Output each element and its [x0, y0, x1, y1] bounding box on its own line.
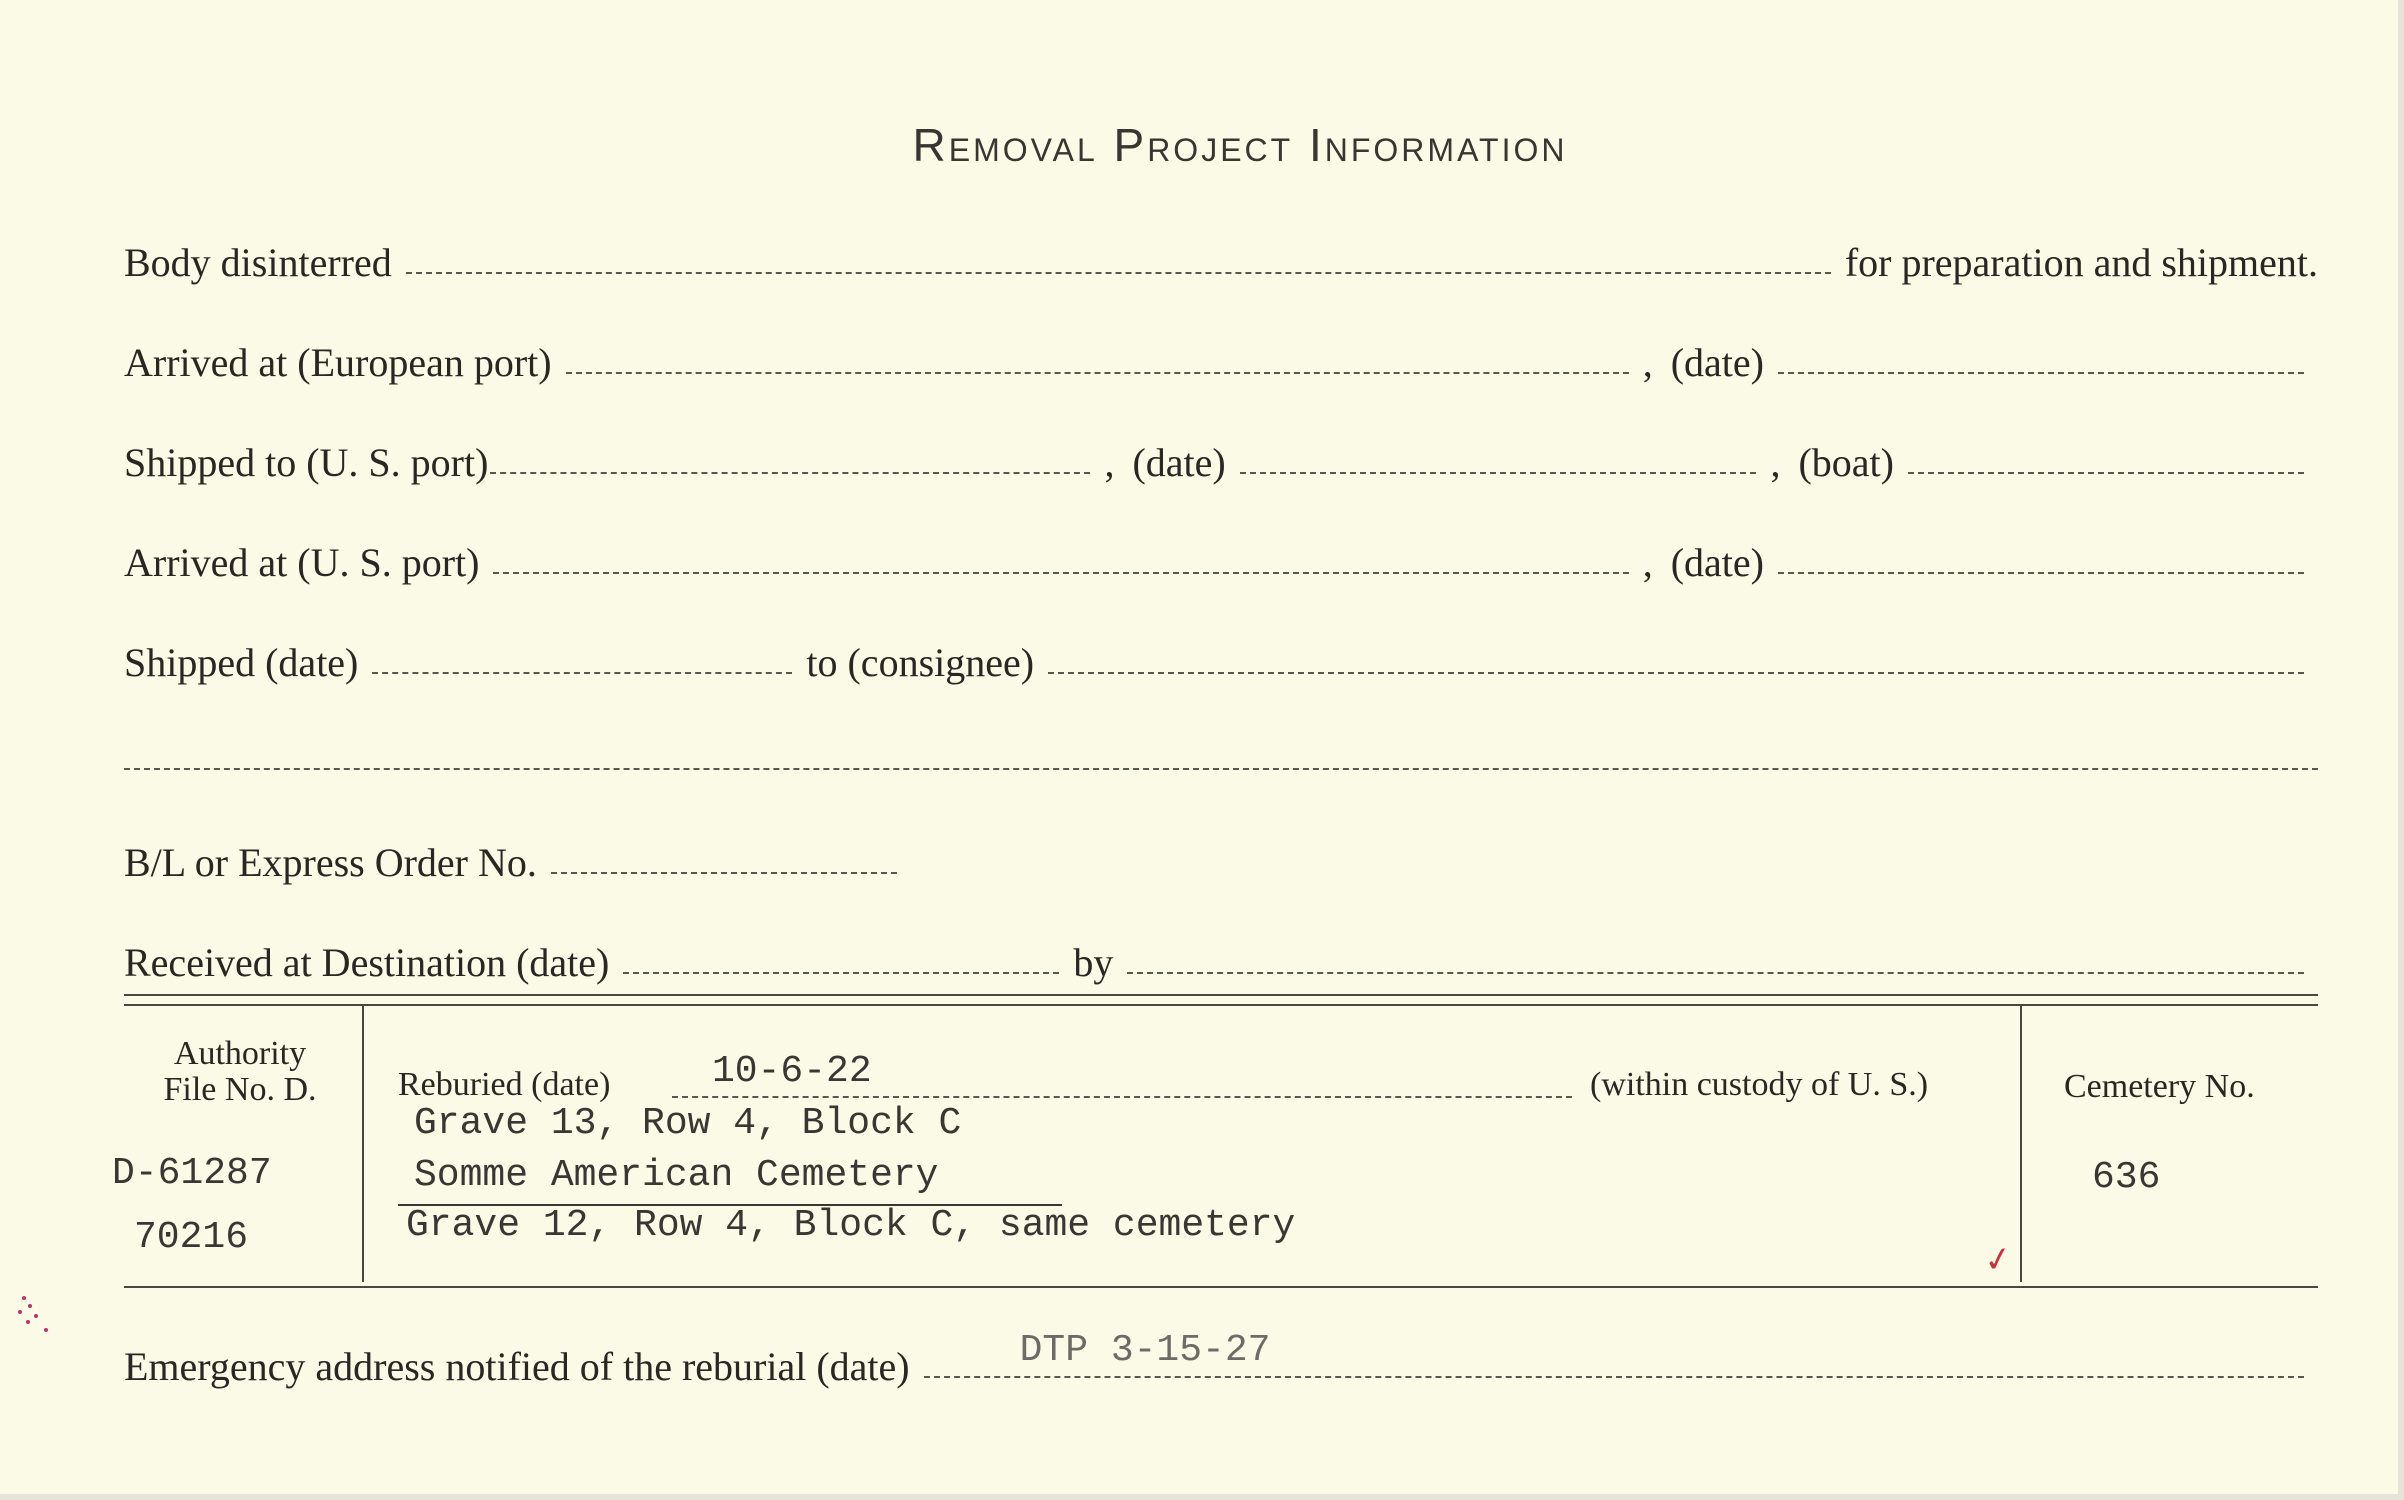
- authority-label-line2: File No. D.: [163, 1071, 317, 1108]
- us-port-blank: [490, 472, 1090, 474]
- comma: ,: [1770, 440, 1781, 485]
- arrived-european-label: Arrived at (European port): [124, 340, 552, 385]
- reburial-cemetery-line: Somme American Cemetery: [414, 1154, 939, 1197]
- bl-order-label: B/L or Express Order No.: [124, 840, 537, 885]
- boat-label: (boat): [1798, 440, 1894, 485]
- shipped-date-blank: [1240, 472, 1757, 474]
- boat-blank: [1908, 472, 2304, 474]
- arrived-us-port-label: Arrived at (U. S. port): [124, 540, 480, 585]
- by-label: by: [1073, 940, 1114, 985]
- authority-file-no-1: D-61287: [112, 1152, 272, 1195]
- reburial-new-grave-line: Grave 12, Row 4, Block C, same cemetery: [406, 1204, 1296, 1247]
- reburied-label: Reburied (date): [398, 1066, 611, 1103]
- shipped-date-blank: [372, 672, 792, 674]
- body-disinterred-blank: [406, 272, 1831, 274]
- card-title: Removal Project Information: [912, 119, 1568, 171]
- body-disinterred-label: Body disinterred: [124, 240, 392, 285]
- consignee-blank: [1048, 672, 2304, 674]
- preparation-shipment-label: for preparation and shipment.: [1844, 240, 2318, 285]
- reburied-date: 10-6-22: [712, 1050, 872, 1093]
- authority-label: [130, 1036, 350, 1108]
- table-top-rule: [124, 994, 2318, 996]
- cemetery-no-label: Cemetery No.: [2064, 1068, 2255, 1105]
- date-label: (date): [1670, 340, 1764, 385]
- comma: ,: [1642, 540, 1653, 585]
- table-divider-left: [362, 1006, 364, 1282]
- row-emergency-address: [124, 1330, 2318, 1390]
- reburial-grave-line: Grave 13, Row 4, Block C: [414, 1102, 962, 1145]
- bl-order-blank: [551, 872, 897, 874]
- received-date-blank: [623, 972, 1059, 974]
- row-body-disinterred: [124, 226, 2318, 286]
- received-destination-label: Received at Destination (date): [124, 940, 610, 985]
- table-top-rule-inner: [124, 1004, 2318, 1006]
- received-by-blank: [1127, 972, 2304, 974]
- authority-file-no-2: 70216: [134, 1216, 249, 1259]
- european-date-blank: [1778, 372, 2304, 374]
- table-divider-right: [2020, 1006, 2022, 1282]
- row-received-destination: [124, 926, 2318, 986]
- ink-stain-icon: [14, 1292, 54, 1338]
- check-mark-icon: ✓: [1980, 1237, 2016, 1283]
- reburied-date-blank: [672, 1096, 1572, 1098]
- arrived-us-date-blank: [1778, 572, 2304, 574]
- date-label: (date): [1670, 540, 1764, 585]
- european-port-blank: [566, 372, 1629, 374]
- consignee-continuation-line: [124, 768, 2318, 770]
- authority-label-line1: Authority: [173, 1035, 307, 1072]
- row-shipped-consignee: [124, 626, 2318, 686]
- row-shipped-us-port: [124, 426, 2318, 486]
- comma: ,: [1642, 340, 1653, 385]
- emergency-address-label: Emergency address notified of the reburial (date): [124, 1344, 910, 1389]
- row-arrived-us-port: [124, 526, 2318, 586]
- shipped-date-label: Shipped (date): [124, 640, 359, 685]
- emergency-date-blank: [924, 1329, 2304, 1378]
- row-bl-order: [124, 826, 2318, 886]
- row-arrived-european: [124, 326, 2318, 386]
- table-bottom-rule: [124, 1286, 2318, 1288]
- emergency-date-stamp: DTP 3-15-27: [1019, 1329, 1271, 1372]
- cemetery-number: 636: [2092, 1156, 2161, 1199]
- date-label: (date): [1132, 440, 1226, 485]
- arrived-us-port-blank: [493, 572, 1628, 574]
- custody-label: (within custody of U. S.): [1590, 1066, 1929, 1103]
- shipped-us-port-label: Shipped to (U. S. port): [124, 440, 489, 485]
- comma: ,: [1104, 440, 1115, 485]
- consignee-label: to (consignee): [806, 640, 1035, 685]
